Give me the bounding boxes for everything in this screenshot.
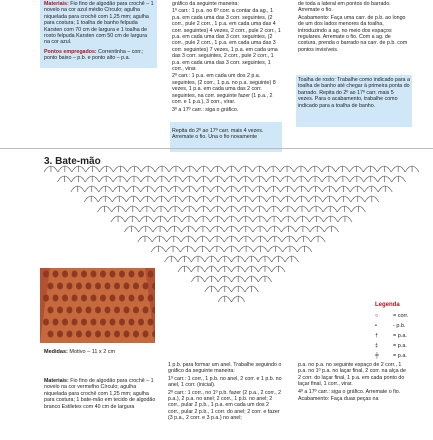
legend-item: ╪ = p.a. <box>375 353 407 359</box>
lace-hole <box>81 295 87 302</box>
treble-crochet-icon: ╪ <box>375 353 379 359</box>
materials-text: Fio fino de algodão para crochê – 1 novelo na cor azul médio Círculo; agulha niquelada para crochê com 1,25 mm; agulha para costura; 1 toalha de banho felpuda Karsten com 70 cm de largura e 1 toalha de rosto felpuda Karsten com 50 cm de largura na cor azul. <box>44 1 154 46</box>
lace-hole <box>76 307 82 314</box>
materials-label: Materiais: <box>44 378 69 384</box>
lace-hole <box>48 331 54 338</box>
lace-hole <box>124 307 130 314</box>
measure-text: Motivo – 11 x 2 cm <box>69 349 116 355</box>
lace-hole <box>67 331 73 338</box>
lace-hole <box>81 271 87 278</box>
lace-pattern-image <box>40 268 155 343</box>
lace-hole <box>48 283 54 290</box>
lace-hole <box>148 271 154 278</box>
lace-hole <box>76 331 82 338</box>
lace-hole <box>152 307 155 314</box>
lace-hole <box>148 295 154 302</box>
single-crochet-icon: • <box>375 323 377 329</box>
lace-hole <box>129 271 135 278</box>
section-title: 3. Bate-mão <box>44 156 101 167</box>
lace-hole <box>110 295 116 302</box>
lace-hole <box>62 271 68 278</box>
double-crochet-icon: † <box>375 333 379 339</box>
lace-hole <box>129 295 135 302</box>
divider <box>0 148 433 149</box>
chain-stitch-icon: ○ <box>375 313 379 319</box>
lace-hole <box>100 295 106 302</box>
lace-hole <box>91 295 97 302</box>
materials-label: Materiais: <box>44 1 69 7</box>
lace-hole <box>67 307 73 314</box>
lace-hole <box>143 331 149 338</box>
stitches-label: Pontos empregados: <box>44 48 97 55</box>
lace-hole <box>129 319 135 326</box>
paragraph: 1º carr.: 1 p.a. no 6º corr. a contar da ag., 1 p.a. em cada uma das 3 corr. seguintes, (2 corr., pule 2 corr., 1 p.a. em cada uma das 4 corr. seguintes) 4 vezes, 2 corr., pule 2 corr., 1 p.a. em cada uma das 3 corr. seguintes, (2 corr., pule 2 corr., 1 p.a. em cada uma das 3 corr. seguintes) 7 vezes, 1 p.a. em cada uma das 3 corr. seguintes, 2 corr., pule 2 corr., 1 p.a. em cada uma das 3 corr. seguintes, 1 corr., virar. <box>172 8 281 73</box>
lace-hole <box>91 271 97 278</box>
lace-hole <box>100 271 106 278</box>
lace-hole <box>62 295 68 302</box>
lace-hole <box>53 271 59 278</box>
legend-item: ‡ = p.a. <box>375 343 407 349</box>
top-right-column <box>298 1 410 54</box>
stitches-text: Correntinha – corr.; ponto baixo – p.b. e ponto alto – p.a. <box>44 48 144 62</box>
lace-hole <box>138 271 144 278</box>
materials-text: Fio fino de algodão para crochê – 1 novelo na cor vermelho Círculo; agulha niquelada para crochê com 1,25 mm; agulha para costura; 1 bate-mão em tecido de algodão branco Estiletex com 40 cm de largura <box>44 378 156 410</box>
lace-hole <box>100 319 106 326</box>
lace-hole <box>105 283 111 290</box>
top-left-column <box>44 1 154 63</box>
lace-hole <box>133 331 139 338</box>
lace-hole <box>152 283 155 290</box>
lace-hole <box>114 331 120 338</box>
lace-hole <box>138 295 144 302</box>
lace-hole <box>81 319 87 326</box>
lace-hole <box>133 307 139 314</box>
towel-note <box>298 77 410 110</box>
double-crochet-icon: ‡ <box>375 343 379 349</box>
paragraph: gráfico da seguinte maneira: <box>172 1 239 7</box>
paragraph: Repita do 2º ao 17º carr. mais 4 vezes. Arremate o fio. Una o fio novamente <box>172 128 264 141</box>
lace-hole <box>48 307 54 314</box>
lace-hole <box>143 307 149 314</box>
paragraph: Acabamento: Faça duas peças na <box>298 396 379 403</box>
lace-hole <box>148 319 154 326</box>
lace-hole <box>95 331 101 338</box>
paragraph: p.a. no p.a. no seguinte espaço de 2 corr., 1 p.a. no 1º p.a. no laçar final, 2 corr. na alça de 2 corr. do laçar final, 1 p.a. em cada ponto do laçar final, 1 corr., virar. <box>298 362 406 388</box>
lace-hole <box>62 319 68 326</box>
lace-hole <box>119 319 125 326</box>
bottom-left-column <box>44 378 156 411</box>
legend-title: Legenda <box>375 302 400 308</box>
lace-hole <box>53 295 59 302</box>
lace-photo <box>40 268 155 343</box>
lace-hole <box>124 331 130 338</box>
lace-hole <box>95 307 101 314</box>
lace-hole <box>138 319 144 326</box>
paragraph: Toalha de rosto: Trabalhe como indicado para a toalha de banho até chegar à primeira ponta do barrado. Repita do 2º ao 17º carr. mais 5 vezes. Para o acabamento, trabalhe como indicado para a toalha de banho. <box>298 77 410 109</box>
lace-hole <box>53 319 59 326</box>
lace-hole <box>57 307 63 314</box>
measurements <box>44 349 115 355</box>
legend <box>375 302 431 361</box>
lace-hole <box>76 283 82 290</box>
lace-hole <box>57 331 63 338</box>
lace-hole <box>114 283 120 290</box>
paragraph: 2º carr.: 1 p.a. em cada um dos 2 p.a. seguintes, (2 corr., 1 p.a. no p.a. seguinte) 8 vezes, 1 p.a. em cada uma das 2 corr. seguintes, na corr. seguinte fazer (1 p.a., 2 corr. e 1 p.a.), 3 corr., virar. <box>172 73 276 106</box>
lace-hole <box>119 271 125 278</box>
lace-hole <box>43 319 49 326</box>
lace-hole <box>43 271 49 278</box>
lace-hole <box>143 283 149 290</box>
lace-hole <box>110 271 116 278</box>
bottom-middle-column <box>168 362 282 423</box>
lace-hole <box>72 319 78 326</box>
lace-hole <box>119 295 125 302</box>
paragraph: 2º carr.: 1 corr., no 1º p.b. fazer (2 p.a., 2 corr., 2 p.a.), 2 p.a. no anel; 2 corr., 1 p.b. no anel; 2 corr., pular 2 p.b., 1 p.a. em cada um dos 2 corr., pular 2 p.b., 1 corr. do anel; 2 corr. e fazer (3 p.a., 2 corr. e 3 p.a.) no anel; <box>168 389 282 422</box>
lace-hole <box>105 331 111 338</box>
paragraph: 1 p.b. para formar um anel. Trabalhe seguindo o gráfico da seguinte maneira: <box>168 362 282 375</box>
lace-hole <box>86 283 92 290</box>
lace-hole <box>72 295 78 302</box>
lace-hole <box>86 307 92 314</box>
bottom-right-column <box>298 362 410 403</box>
lace-hole <box>72 271 78 278</box>
repeat-note <box>172 128 280 142</box>
legend-item: ○ = corr. <box>375 313 409 319</box>
lace-hole <box>95 283 101 290</box>
lace-hole <box>57 283 63 290</box>
legend-item: † = p.a. <box>375 333 407 339</box>
lace-hole <box>67 283 73 290</box>
lace-hole <box>124 283 130 290</box>
lace-hole <box>43 295 49 302</box>
paragraph: 1º carr.: 1 corr., 1 p.b. no anel, 2 corr. e 1 p.b. no anel, 1 corr. (inicial). <box>168 375 282 389</box>
paragraph: 3º a 17º carr.: siga o gráfico. <box>172 106 239 113</box>
lace-hole <box>133 283 139 290</box>
lace-hole <box>91 319 97 326</box>
lace-hole <box>114 307 120 314</box>
paragraph: Acabamento: Faça uma carr. de p.b. ao longo de um dos lados menores da toalha, introduzindo a ag. no meio dos espaços regulares. Arremate o fio. Com a ag. de costura, prenda o barrado na carr. de p.b. com pontos invisíveis. <box>298 14 408 53</box>
top-middle-column <box>172 1 282 114</box>
measure-label: Medidas: <box>44 349 68 355</box>
lace-hole <box>105 307 111 314</box>
paragraph: de toda a lateral em pontos do barrado. Arremate o fio. <box>298 1 391 14</box>
paragraph: 4º a 17º carr.: siga o gráfico. Arremate o fio. <box>298 388 401 395</box>
lace-hole <box>110 319 116 326</box>
legend-item: • - p.b. <box>375 323 406 329</box>
lace-hole <box>86 331 92 338</box>
